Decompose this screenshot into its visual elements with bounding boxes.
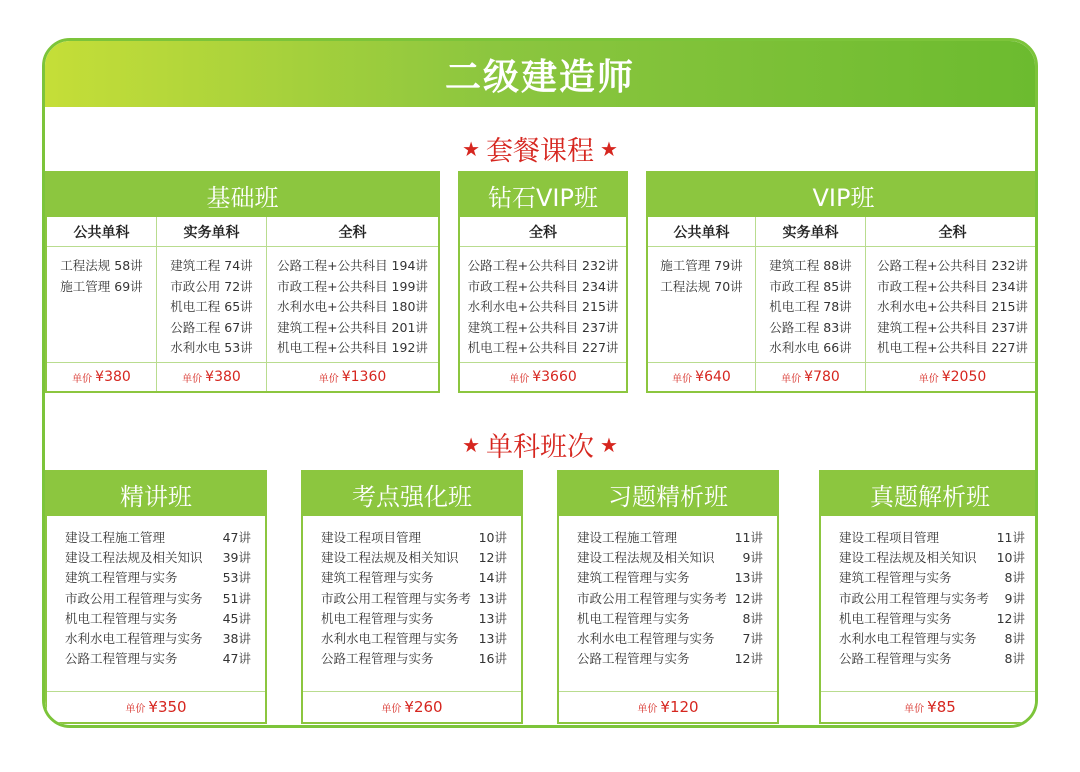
column-body [756,247,865,363]
single-course-body [559,516,777,692]
course-row [65,609,251,629]
price-tag [756,363,865,391]
course-line: 施工管理 69讲 [60,278,143,294]
course-lessons: 9讲 [1004,590,1025,606]
course-line: 机电工程 65讲 [170,299,253,314]
course-lessons: 12讲 [734,651,763,667]
course-line: 公路工程 83讲 [769,319,852,335]
course-row [839,629,1025,649]
column-body [47,247,156,363]
page-title: 二级建造师 [444,56,635,98]
price-tag [866,363,1038,391]
course-subject: 水利水电工程管理与实务 [65,631,203,647]
course-subject: 水利水电工程管理与实务 [577,631,715,647]
course-subject: 市政公用工程管理与实务考 [577,590,728,606]
column-body [460,247,626,363]
course-lessons: 39讲 [222,550,251,566]
section-label: 单科班次 [486,432,594,463]
course-subject: 建筑工程管理与实务 [65,570,178,586]
package-column [157,217,267,391]
price-value: ¥85 [927,698,956,716]
course-row [65,528,251,548]
course-lessons: 8讲 [1004,570,1025,586]
price-value: ¥260 [404,698,443,716]
course-lessons: 13讲 [478,590,507,606]
course-row [321,548,507,568]
price-tag [47,692,265,722]
course-line: 施工管理 79讲 [660,258,743,273]
price-value: ¥380 [205,369,241,385]
course-lessons: 8讲 [1004,651,1025,667]
course-row [65,649,251,669]
course-subject: 建筑工程管理与实务 [839,570,952,586]
price-unit-label: 单价 [381,703,402,715]
price-unit-label: 单价 [672,373,693,385]
course-row [65,548,251,568]
course-lessons: 7讲 [742,631,763,647]
course-row [839,568,1025,588]
package-columns [460,217,626,391]
package-column [267,217,438,391]
course-lessons: 10讲 [996,550,1025,566]
price-value: ¥640 [695,369,731,385]
course-subject: 市政公用工程管理与实务考 [839,590,990,606]
course-row [321,528,507,548]
course-line: 水利水电+公共科目 215讲 [467,299,619,314]
course-line: 建筑工程+公共科目 201讲 [277,319,428,335]
course-row [321,609,507,629]
single-course-body [303,516,521,692]
course-line: 公路工程+公共科目 232讲 [467,258,619,273]
single-course-card [301,470,523,724]
package-name: 基础班 [47,173,438,217]
package-columns [47,217,438,391]
package-card [646,171,1038,393]
course-subject: 公路工程管理与实务 [65,651,178,667]
star-icon: ★ [600,432,618,457]
price-value: ¥120 [660,698,699,716]
course-line: 市政工程 85讲 [769,278,852,294]
course-subject: 公路工程管理与实务 [839,651,952,667]
course-row [577,609,763,629]
course-lessons: 14讲 [478,570,507,586]
section-title-package [45,129,1035,168]
course-row [577,589,763,609]
course-row [321,589,507,609]
course-line: 机电工程+公共科目 192讲 [277,340,428,355]
course-row [321,568,507,588]
price-value: ¥380 [95,369,131,385]
course-line: 工程法规 70讲 [660,278,743,294]
course-lessons: 53讲 [222,570,251,586]
course-lessons: 13讲 [478,610,507,626]
star-icon: ★ [600,136,618,161]
price-value: ¥1360 [341,369,387,385]
course-lessons: 8讲 [1004,631,1025,647]
course-line: 水利水电+公共科目 180讲 [277,299,428,314]
course-subject: 建设工程法规及相关知识 [839,550,977,566]
course-subject: 建设工程施工管理 [577,530,678,545]
section-label: 套餐课程 [486,136,594,167]
course-line: 建筑工程+公共科目 237讲 [467,319,619,335]
course-subject: 市政公用工程管理与实务考 [321,590,472,606]
course-row [839,548,1025,568]
column-header: 全科 [460,217,626,247]
price-tag [157,363,266,391]
star-icon: ★ [462,432,480,457]
price-tag [303,692,521,722]
price-value: ¥2050 [941,369,987,385]
package-column [648,217,756,391]
course-row [65,629,251,649]
package-column [756,217,866,391]
course-lessons: 12讲 [478,550,507,566]
course-lessons: 12讲 [734,590,763,606]
package-column [866,217,1038,391]
course-row [65,568,251,588]
package-column [460,217,626,391]
course-lessons: 47讲 [222,530,251,545]
single-course-name: 精讲班 [47,472,265,516]
star-icon: ★ [462,136,480,161]
course-subject: 建筑工程管理与实务 [577,570,690,586]
course-row [839,589,1025,609]
course-row [321,649,507,669]
course-line: 工程法规 58讲 [60,258,143,273]
course-subject: 建设工程法规及相关知识 [577,550,715,566]
course-lessons: 51讲 [222,590,251,606]
price-unit-label: 单价 [318,373,339,385]
price-value: ¥3660 [532,369,577,385]
course-row [577,548,763,568]
course-line: 建筑工程+公共科目 237讲 [877,319,1028,335]
course-line: 建筑工程 74讲 [170,258,253,273]
course-lessons: 12讲 [996,610,1025,626]
column-header: 全科 [866,217,1038,247]
course-line: 公路工程+公共科目 232讲 [877,258,1028,273]
course-subject: 建设工程施工管理 [65,530,166,545]
price-unit-label: 单价 [72,373,93,385]
column-header: 公共单科 [47,217,156,247]
course-subject: 机电工程管理与实务 [839,610,952,626]
course-line: 公路工程+公共科目 194讲 [277,258,428,273]
price-unit-label: 单价 [637,703,658,715]
price-tag [821,692,1038,722]
course-subject: 水利水电工程管理与实务 [839,631,977,647]
column-body [157,247,266,363]
course-lessons: 9讲 [742,550,763,566]
single-course-name: 习题精析班 [559,472,777,516]
package-name: VIP班 [648,173,1038,217]
column-header: 全科 [267,217,438,247]
course-lessons: 45讲 [222,610,251,626]
course-lessons: 8讲 [742,610,763,626]
course-line: 水利水电 66讲 [769,340,852,355]
course-row [321,629,507,649]
single-course-name: 考点强化班 [303,472,521,516]
single-course-body [821,516,1038,692]
course-line: 市政工程+公共科目 234讲 [467,278,619,294]
course-row [65,589,251,609]
poster-frame [42,38,1038,728]
course-line: 市政工程+公共科目 199讲 [277,278,428,294]
course-subject: 建设工程项目管理 [839,530,940,545]
course-subject: 机电工程管理与实务 [321,610,434,626]
course-subject: 市政公用工程管理与实务 [65,590,203,606]
course-row [577,649,763,669]
price-unit-label: 单价 [125,703,146,715]
course-line: 市政公用 72讲 [170,278,253,294]
price-unit-label: 单价 [904,703,925,715]
course-line: 市政工程+公共科目 234讲 [877,278,1028,294]
single-course-card [819,470,1038,724]
section-title-single [45,425,1035,464]
package-card [458,171,628,393]
column-body [648,247,755,363]
course-row [577,629,763,649]
course-line: 机电工程+公共科目 227讲 [877,340,1028,355]
column-body [866,247,1038,363]
single-course-name: 真题解析班 [821,472,1038,516]
course-line: 建筑工程 88讲 [769,258,852,273]
course-line: 水利水电+公共科目 215讲 [877,299,1028,314]
course-row [577,568,763,588]
single-course-card [557,470,779,724]
course-lessons: 16讲 [478,651,507,667]
course-line: 机电工程 78讲 [769,299,852,314]
course-lessons: 47讲 [222,651,251,667]
package-column [47,217,157,391]
package-name: 钻石VIP班 [460,173,626,217]
column-header: 实务单科 [756,217,865,247]
package-card [45,171,440,393]
course-lessons: 13讲 [734,570,763,586]
course-subject: 机电工程管理与实务 [577,610,690,626]
poster-header [45,41,1035,107]
price-tag [267,363,438,391]
course-row [839,609,1025,629]
course-subject: 机电工程管理与实务 [65,610,178,626]
course-lessons: 10讲 [478,530,507,545]
package-columns [648,217,1038,391]
column-body [267,247,438,363]
course-lessons: 38讲 [222,631,251,647]
price-tag [460,363,626,391]
column-header: 公共单科 [648,217,755,247]
price-unit-label: 单价 [509,373,530,385]
price-unit-label: 单价 [182,373,203,385]
course-subject: 建设工程法规及相关知识 [321,550,459,566]
single-course-card [45,470,267,724]
price-value: ¥780 [804,369,840,385]
course-line: 水利水电 53讲 [170,340,253,355]
course-subject: 水利水电工程管理与实务 [321,631,459,647]
single-course-body [47,516,265,692]
course-subject: 公路工程管理与实务 [577,651,690,667]
price-tag [559,692,777,722]
course-line: 公路工程 67讲 [170,319,253,335]
column-header: 实务单科 [157,217,266,247]
course-subject: 公路工程管理与实务 [321,651,434,667]
price-tag [648,363,755,391]
course-lessons: 13讲 [478,631,507,647]
course-lessons: 11讲 [996,530,1025,545]
course-subject: 建设工程法规及相关知识 [65,550,203,566]
price-unit-label: 单价 [918,373,939,385]
price-unit-label: 单价 [781,373,802,385]
course-subject: 建设工程项目管理 [321,530,422,545]
course-row [839,649,1025,669]
course-line: 机电工程+公共科目 227讲 [467,340,619,355]
course-subject: 建筑工程管理与实务 [321,570,434,586]
course-row [577,528,763,548]
course-row [839,528,1025,548]
price-tag [47,363,156,391]
price-value: ¥350 [148,698,187,716]
course-lessons: 11讲 [734,530,763,545]
